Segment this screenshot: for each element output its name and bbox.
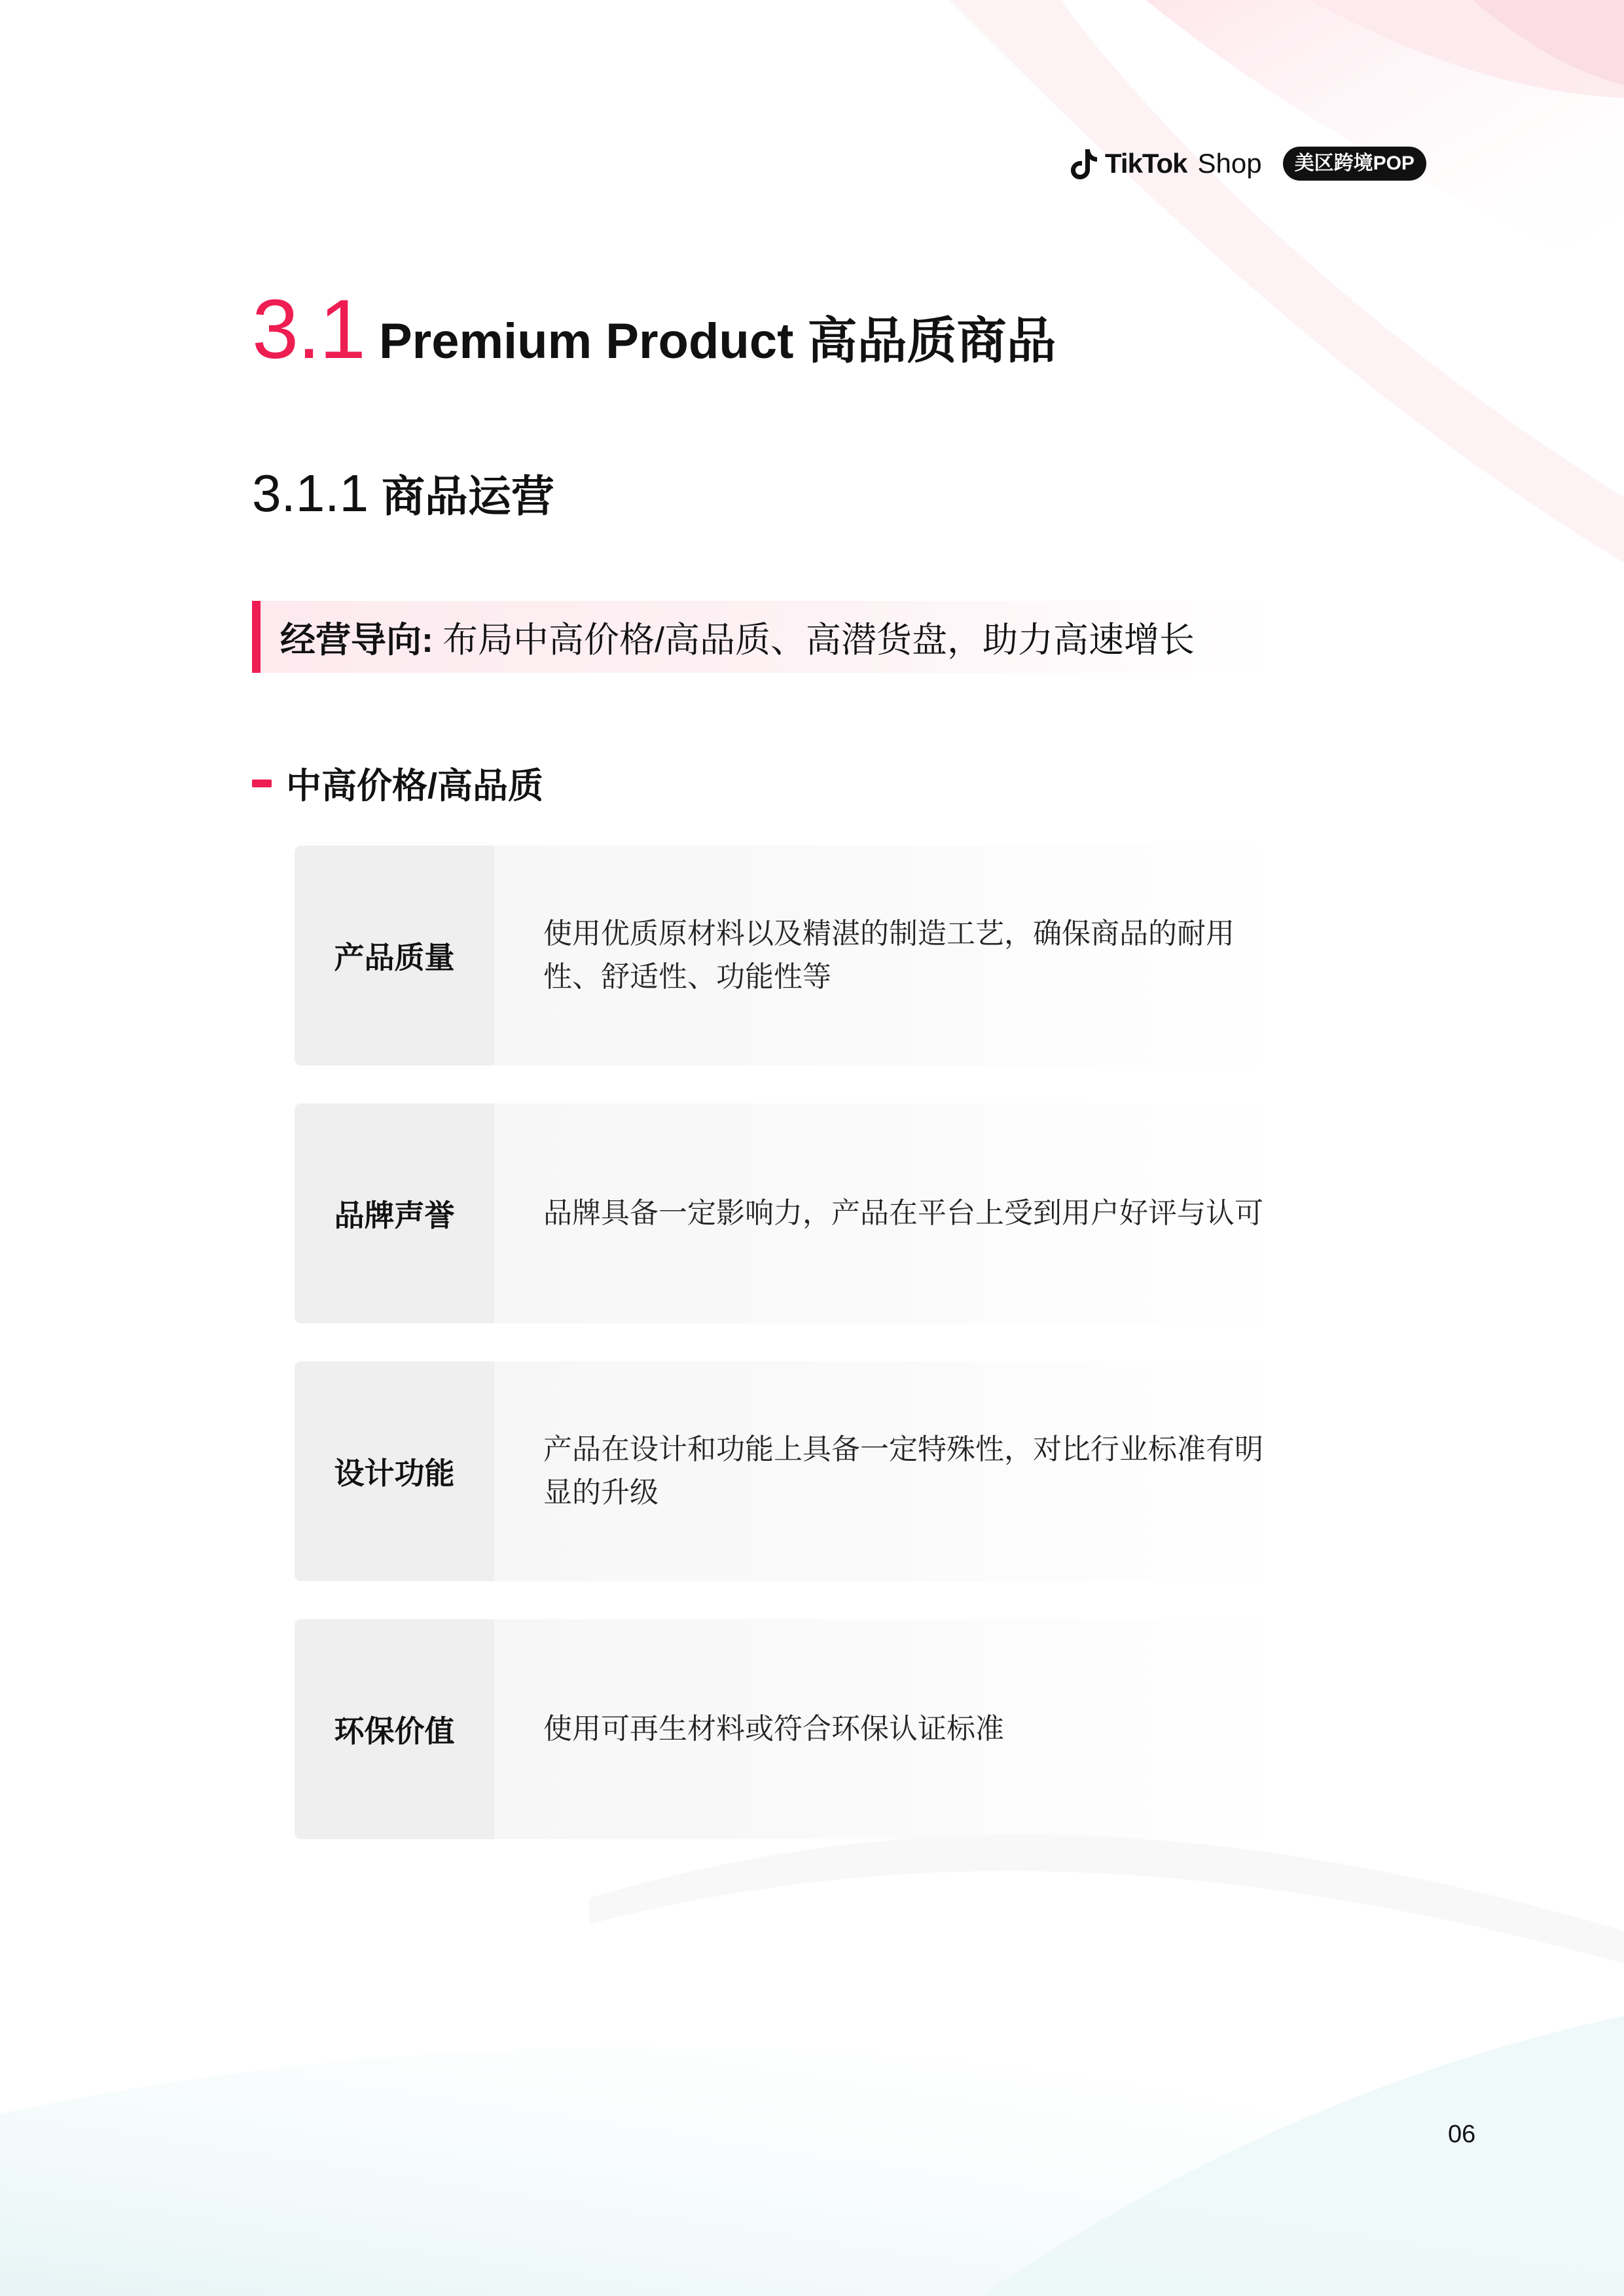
callout-key: 经营导向: [280,620,433,660]
criteria-description: 使用可再生材料或符合环保认证标准 [543,1713,1004,1745]
criteria-label-cell [295,846,494,1066]
criteria-description: 产品在设计和功能上具备一定特殊性，对比行业标准有明显的升级 [543,1433,1263,1509]
section-title-text: Premium Product 高品质商品 [378,314,1056,369]
criteria-desc-cell [494,1361,1290,1581]
criteria-row [295,1361,1290,1581]
subsection-title-text: 商品运营 [381,472,554,520]
subsection-title [252,461,554,524]
section-number: 3.1 [252,283,365,376]
criteria-desc-cell [494,1619,1290,1839]
criteria-description: 使用优质原材料以及精湛的制造工艺，确保商品的耐用性、舒适性、功能性等 [543,918,1235,993]
criteria-label-cell [295,1361,494,1581]
page-number: 06 [1448,2121,1476,2148]
region-badge: 美区跨境POP [1283,147,1426,181]
criteria-label: 设计功能 [334,1456,455,1490]
criteria-row [295,1619,1290,1839]
criteria-label: 环保价值 [334,1714,455,1748]
criteria-row [295,846,1290,1066]
subsection-number: 3.1.1 [252,464,369,522]
section-title [252,281,1056,378]
criteria-desc-cell [494,1103,1290,1323]
criteria-row [295,1103,1290,1323]
criteria-label-cell [295,1103,494,1323]
callout-value: 布局中高价格/高品质、高潜货盘，助力高速增长 [442,620,1195,660]
criteria-heading [252,758,543,808]
criteria-label-cell [295,1619,494,1839]
brand-name: TikTok [1105,148,1187,179]
tiktok-logo-icon [1068,147,1098,181]
criteria-heading-text: 中高价格/高品质 [286,766,544,806]
criteria-label: 品牌声誉 [334,1198,455,1232]
strategy-callout [252,601,1273,673]
criteria-label: 产品质量 [334,941,455,975]
criteria-desc-cell [494,846,1290,1066]
brand-suffix: Shop [1197,148,1262,179]
criteria-description: 品牌具备一定影响力，产品在平台上受到用户好评与认可 [543,1197,1263,1229]
accent-dash [252,780,272,787]
brand-header [1068,143,1426,185]
